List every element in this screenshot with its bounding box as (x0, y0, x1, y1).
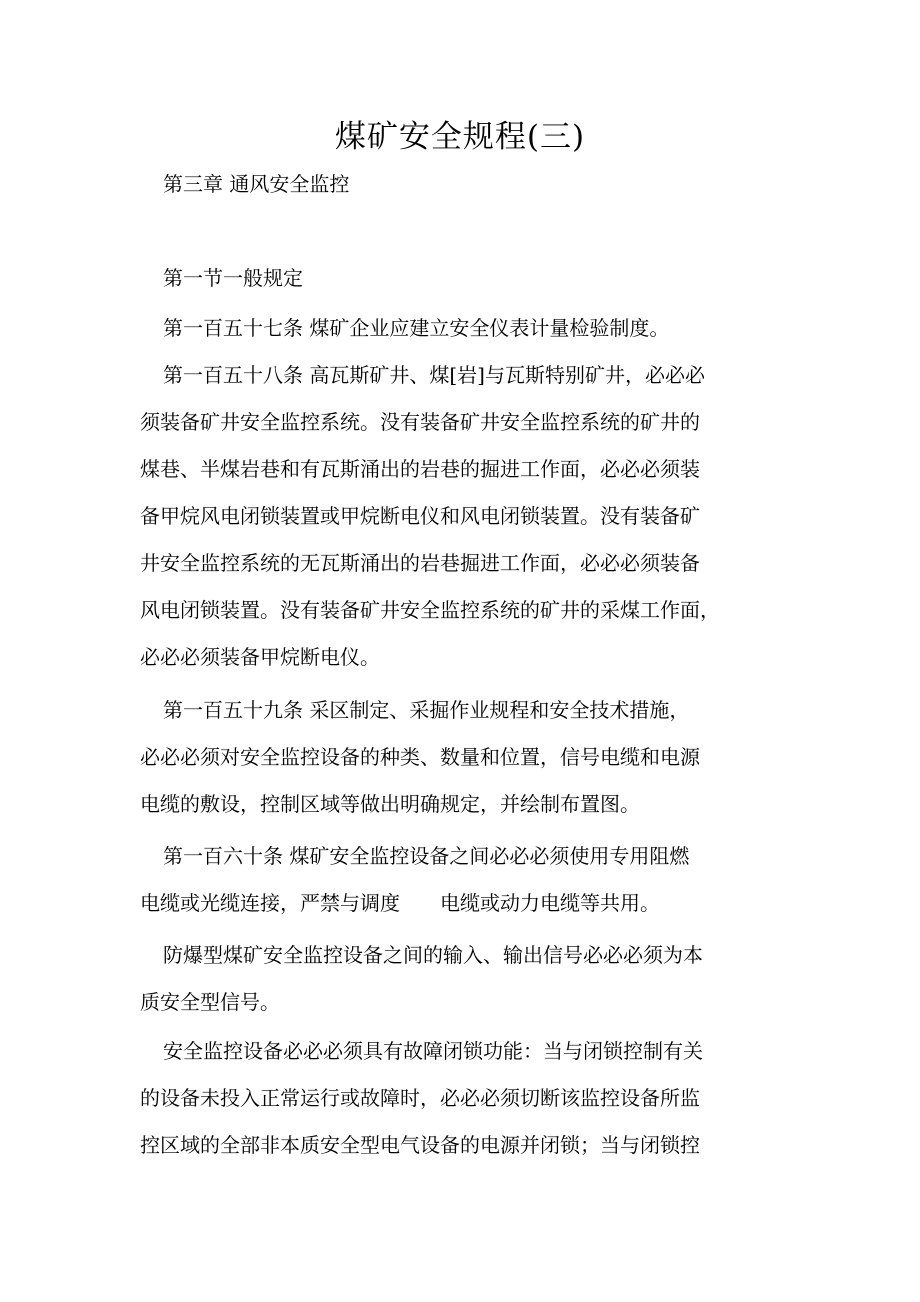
article-160 (140, 833, 800, 927)
text-line: 电缆的敷设，控制区域等做出明确规定，并绘制布置图。 (140, 792, 640, 816)
text-line: 第一百五十八条 高瓦斯矿井、煤[岩]与瓦斯特别矿井，必必必 (163, 363, 705, 387)
text-line: 控区域的全部非本质安全型电气设备的电源并闭锁；当与闭锁控 (140, 1133, 700, 1157)
article-159 (140, 687, 800, 828)
text-line: 井安全监控系统的无瓦斯涌出的岩巷掘进工作面，必必必须装备 (140, 551, 700, 575)
text-line: 的设备未投入正常运行或故障时，必必必须切断该监控设备所监 (140, 1086, 700, 1110)
text-line: 风电闭锁装置。没有装备矿井安全监控系统的矿井的采煤工作面， (140, 598, 720, 622)
text-line: 防爆型煤矿安全监控设备之间的输入、输出信号必必必须为本 (163, 943, 703, 967)
text-line: 第一百六十条 煤矿安全监控设备之间必必必须使用专用阻燃 (163, 844, 690, 868)
text-line: 第一百五十九条 采区制定、采掘作业规程和安全技术措施， (163, 698, 690, 722)
document-title: 煤矿安全规程(三) (334, 119, 586, 155)
text-line: 安全监控设备必必必须具有故障闭锁功能：当与闭锁控制有关 (163, 1039, 703, 1063)
text-line: 必必必须装备甲烷断电仪。 (140, 645, 380, 669)
text-line: 第一百五十七条 煤矿企业应建立安全仪表计量检验制度。 (163, 316, 670, 340)
paragraph-signal (140, 932, 800, 1026)
text-line: 煤巷、半煤岩巷和有瓦斯涌出的岩巷的掘进工作面，必必必须装 (140, 457, 700, 481)
section-heading: 第一节一般规定 (163, 266, 303, 290)
chapter-heading: 第三章 通风安全监控 (163, 172, 350, 196)
text-line: 必必必须对安全监控设备的种类、数量和位置，信号电缆和电源 (140, 745, 700, 769)
paragraph-fault-lock (140, 1028, 800, 1169)
text-line: 质安全型信号。 (140, 990, 280, 1014)
text-line: 须装备矿井安全监控系统。没有装备矿井安全监控系统的矿井的 (140, 410, 700, 434)
text-line: 备甲烷风电闭锁装置或甲烷断电仪和风电闭锁装置。没有装备矿 (140, 504, 700, 528)
text-line-split (140, 880, 800, 927)
article-157 (140, 305, 800, 352)
text-fragment: 电缆或光缆连接，严禁与调度 (140, 891, 400, 915)
text-fragment: 电缆或动力电缆等共用。 (440, 891, 660, 915)
article-158 (140, 352, 800, 681)
